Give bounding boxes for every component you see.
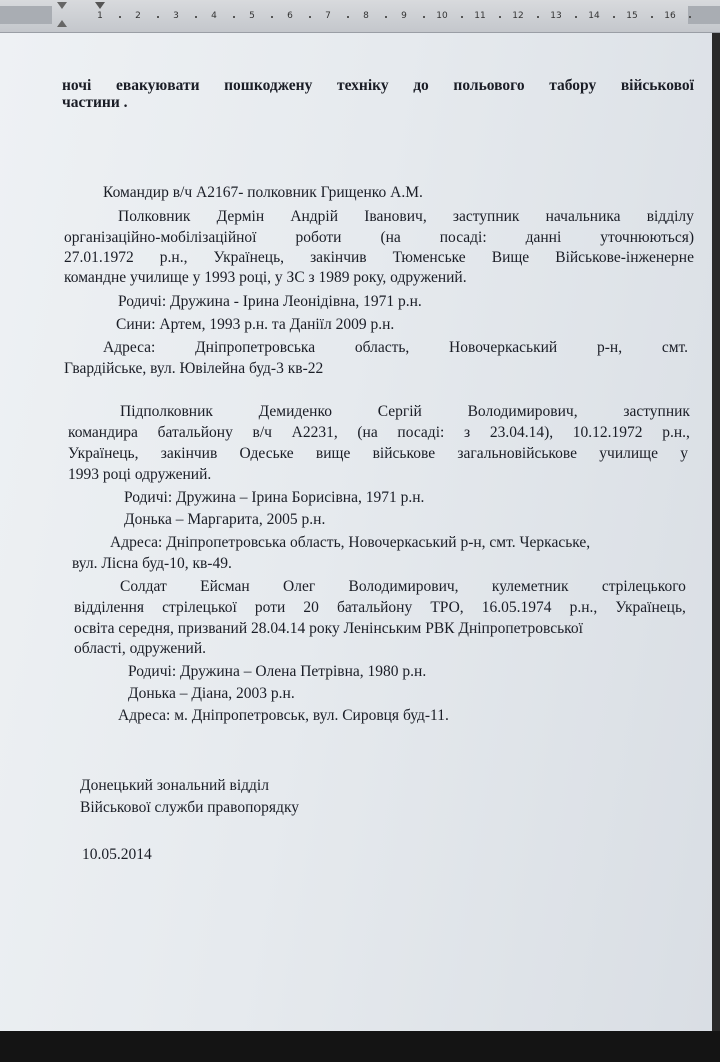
- word: 16.05.1974: [481, 599, 552, 616]
- monitor-bezel: [0, 1031, 720, 1062]
- word: батальйону: [336, 599, 413, 616]
- ruler-tick-label: 9: [401, 11, 407, 21]
- ruler-tick-dot: [271, 16, 273, 18]
- person2-line-2: [68, 424, 690, 442]
- word: р.н.,: [569, 599, 598, 616]
- word: військове: [372, 445, 436, 462]
- word: Андрій: [290, 208, 339, 225]
- ruler-tick-label: 11: [474, 11, 486, 21]
- person2-line-4: 1993 році одружений.: [68, 466, 212, 483]
- word: училище: [599, 445, 658, 462]
- word: в/ч: [252, 424, 272, 441]
- ruler-tick-dot: [423, 16, 425, 18]
- person2-address-2: вул. Лісна буд-10, кв-49.: [72, 555, 232, 572]
- ruler-tick-label: 4: [211, 11, 217, 21]
- word: роботи: [295, 229, 342, 246]
- ruler-tick-label: 2: [135, 11, 141, 21]
- person1-sons: Сини: Артем, 1993 р.н. та Даніїл 2009 р.н.: [116, 316, 395, 333]
- person2-daughter: Донька – Маргарита, 2005 р.н.: [124, 511, 326, 528]
- word: (на: [380, 229, 401, 246]
- word: батальйону: [157, 424, 233, 441]
- document-page[interactable]: [0, 33, 712, 1031]
- ruler-tick-label: 12: [512, 11, 524, 21]
- ruler-tick-dot: [347, 16, 349, 18]
- document-date: 10.05.2014: [82, 846, 152, 863]
- word: ТРО,: [430, 599, 464, 616]
- person1-line-3: [64, 249, 694, 267]
- word: начальника: [545, 208, 621, 225]
- ruler-right-margin: [688, 6, 720, 24]
- ruler-tick-label: 6: [287, 11, 293, 21]
- word: Дермін: [216, 208, 265, 225]
- word: 10.12.1972: [572, 424, 643, 441]
- person3-line-1: [120, 578, 686, 596]
- word: Олег: [283, 578, 316, 595]
- word: Полковник: [118, 208, 191, 225]
- person3-line-4: області, одружений.: [74, 640, 206, 657]
- word: уточнюються): [600, 229, 694, 246]
- word: 20: [303, 599, 319, 616]
- person1-address-1: [103, 339, 688, 357]
- word: до: [413, 77, 429, 94]
- word: командира: [68, 424, 138, 441]
- word: посаді:: [439, 229, 487, 246]
- ruler-tick-label: 16: [664, 11, 676, 21]
- word: військової: [620, 77, 694, 94]
- word: стрілецького: [601, 578, 686, 595]
- first-line-indent-marker[interactable]: [57, 2, 67, 9]
- ruler-tick-dot: [499, 16, 501, 18]
- word: з: [464, 424, 471, 441]
- signature-line-1: Донецький зональний відділ: [80, 777, 269, 794]
- word: закінчив: [310, 249, 367, 266]
- word: заступник: [623, 403, 690, 420]
- ruler-left-margin: [0, 6, 52, 24]
- word: посаді:: [397, 424, 445, 441]
- signature-line-2: Військової служби правопорядку: [80, 799, 300, 816]
- word: заступник: [452, 208, 520, 225]
- ruler-tick-dot: [613, 16, 615, 18]
- person1-address-2: Гвардійське, вул. Ювілейна буд-3 кв-22: [64, 360, 324, 377]
- person3-line-2: [74, 599, 686, 617]
- ruler-tick-label: 7: [325, 11, 331, 21]
- person3-line-3: освіта середня, призваний 28.04.14 року Ленінським РВК Дніпропетровської: [74, 620, 583, 637]
- ruler-tick-label: 13: [550, 11, 562, 21]
- ruler-tick-dot: [385, 16, 387, 18]
- ruler-tick-dot: [195, 16, 197, 18]
- word: Володимирович,: [467, 403, 578, 420]
- word: Українець,: [213, 249, 285, 266]
- word: Іванович,: [364, 208, 427, 225]
- word: роти: [254, 599, 286, 616]
- word: р.н.,: [159, 249, 188, 266]
- word: у: [680, 445, 688, 462]
- ruler-tick-dot: [309, 16, 311, 18]
- person2-relatives: Родичі: Дружина – Ірина Борисівна, 1971 р.н.: [124, 489, 425, 506]
- word: вище: [315, 445, 351, 462]
- word: організаційно-мобілізаційної: [64, 229, 257, 246]
- word: загальновійськове: [457, 445, 578, 462]
- ruler-tick-dot: [537, 16, 539, 18]
- ruler-tick-dot: [461, 16, 463, 18]
- word: Військове-інженерне: [555, 249, 694, 266]
- ruler-tick-label: 15: [626, 11, 638, 21]
- ruler-tick-label: 3: [173, 11, 179, 21]
- word: Новочеркаський: [449, 339, 558, 356]
- ruler-tick-dot: [119, 16, 121, 18]
- word: Тюменське: [392, 249, 466, 266]
- screen-edge: [712, 33, 720, 1031]
- commander-line: Командир в/ч А2167- полковник Грищенко А.М.: [103, 184, 423, 201]
- word: Ейсман: [200, 578, 250, 595]
- ruler-tick-label: 10: [436, 11, 448, 21]
- word: закінчив: [160, 445, 218, 462]
- person1-line-2: [64, 229, 694, 247]
- word: 23.04.14),: [489, 424, 554, 441]
- word: Українець,: [68, 445, 139, 462]
- person2-address-1: Адреса: Дніпропетровська область, Новочеркаський р-н, смт. Черкаське,: [110, 534, 591, 551]
- word: польового: [453, 77, 525, 94]
- word: (на: [357, 424, 378, 441]
- word: Дніпропетровська: [195, 339, 316, 356]
- ruler-tick-label: 14: [588, 11, 600, 21]
- word: р-н,: [596, 339, 623, 356]
- person1-relatives: Родичі: Дружина - Ірина Леонідівна, 1971 р.н.: [118, 293, 422, 310]
- intro-line-2: частини .: [62, 94, 128, 111]
- word: пошкоджену: [224, 77, 313, 94]
- person2-line-1: [120, 403, 690, 421]
- word: техніку: [336, 77, 389, 94]
- word: А2231,: [291, 424, 338, 441]
- word: ночі: [62, 77, 92, 94]
- word: Одеське: [239, 445, 294, 462]
- ruler-tick-dot: [689, 16, 691, 18]
- word: р.н.,: [662, 424, 690, 441]
- word: відділу: [646, 208, 694, 225]
- word: стрілецької: [162, 599, 237, 616]
- person1-line-1: [118, 208, 694, 226]
- word: Сергій: [377, 403, 422, 420]
- word: данні: [525, 229, 562, 246]
- word: Підполковник: [120, 403, 213, 420]
- person3-address: Адреса: м. Дніпропетровськ, вул. Сировця буд-11.: [118, 707, 449, 724]
- word: Вище: [491, 249, 530, 266]
- ruler-tick-dot: [575, 16, 577, 18]
- ruler-tick-dot: [157, 16, 159, 18]
- word: Українець,: [615, 599, 686, 616]
- ruler-tick-label: 1: [97, 11, 103, 21]
- intro-line-1: [62, 77, 694, 95]
- word: область,: [354, 339, 410, 356]
- hanging-indent-marker[interactable]: [57, 20, 67, 27]
- word: відділення: [74, 599, 145, 616]
- word: кулеметник: [491, 578, 569, 595]
- person3-relatives: Родичі: Дружина – Олена Петрівна, 1980 р.н.: [128, 663, 427, 680]
- ruler-tick-label: 8: [363, 11, 369, 21]
- word: евакуювати: [115, 77, 200, 94]
- tab-stop-marker[interactable]: [95, 2, 105, 9]
- word: Володимирович,: [348, 578, 459, 595]
- person3-daughter: Донька – Діана, 2003 р.н.: [128, 685, 295, 702]
- person1-line-4: командне училище у 1993 році, у ЗС з 1989 року, одружений.: [64, 269, 467, 286]
- word: Солдат: [120, 578, 167, 595]
- horizontal-ruler[interactable]: [0, 0, 720, 33]
- person2-line-3: [68, 445, 688, 463]
- word: Адреса:: [103, 339, 156, 356]
- word: 27.01.1972: [64, 249, 134, 266]
- ruler-tick-label: 5: [249, 11, 255, 21]
- ruler-tick-dot: [651, 16, 653, 18]
- word: Демиденко: [258, 403, 332, 420]
- ruler-tick-dot: [233, 16, 235, 18]
- word: смт.: [661, 339, 688, 356]
- word: табору: [549, 77, 597, 94]
